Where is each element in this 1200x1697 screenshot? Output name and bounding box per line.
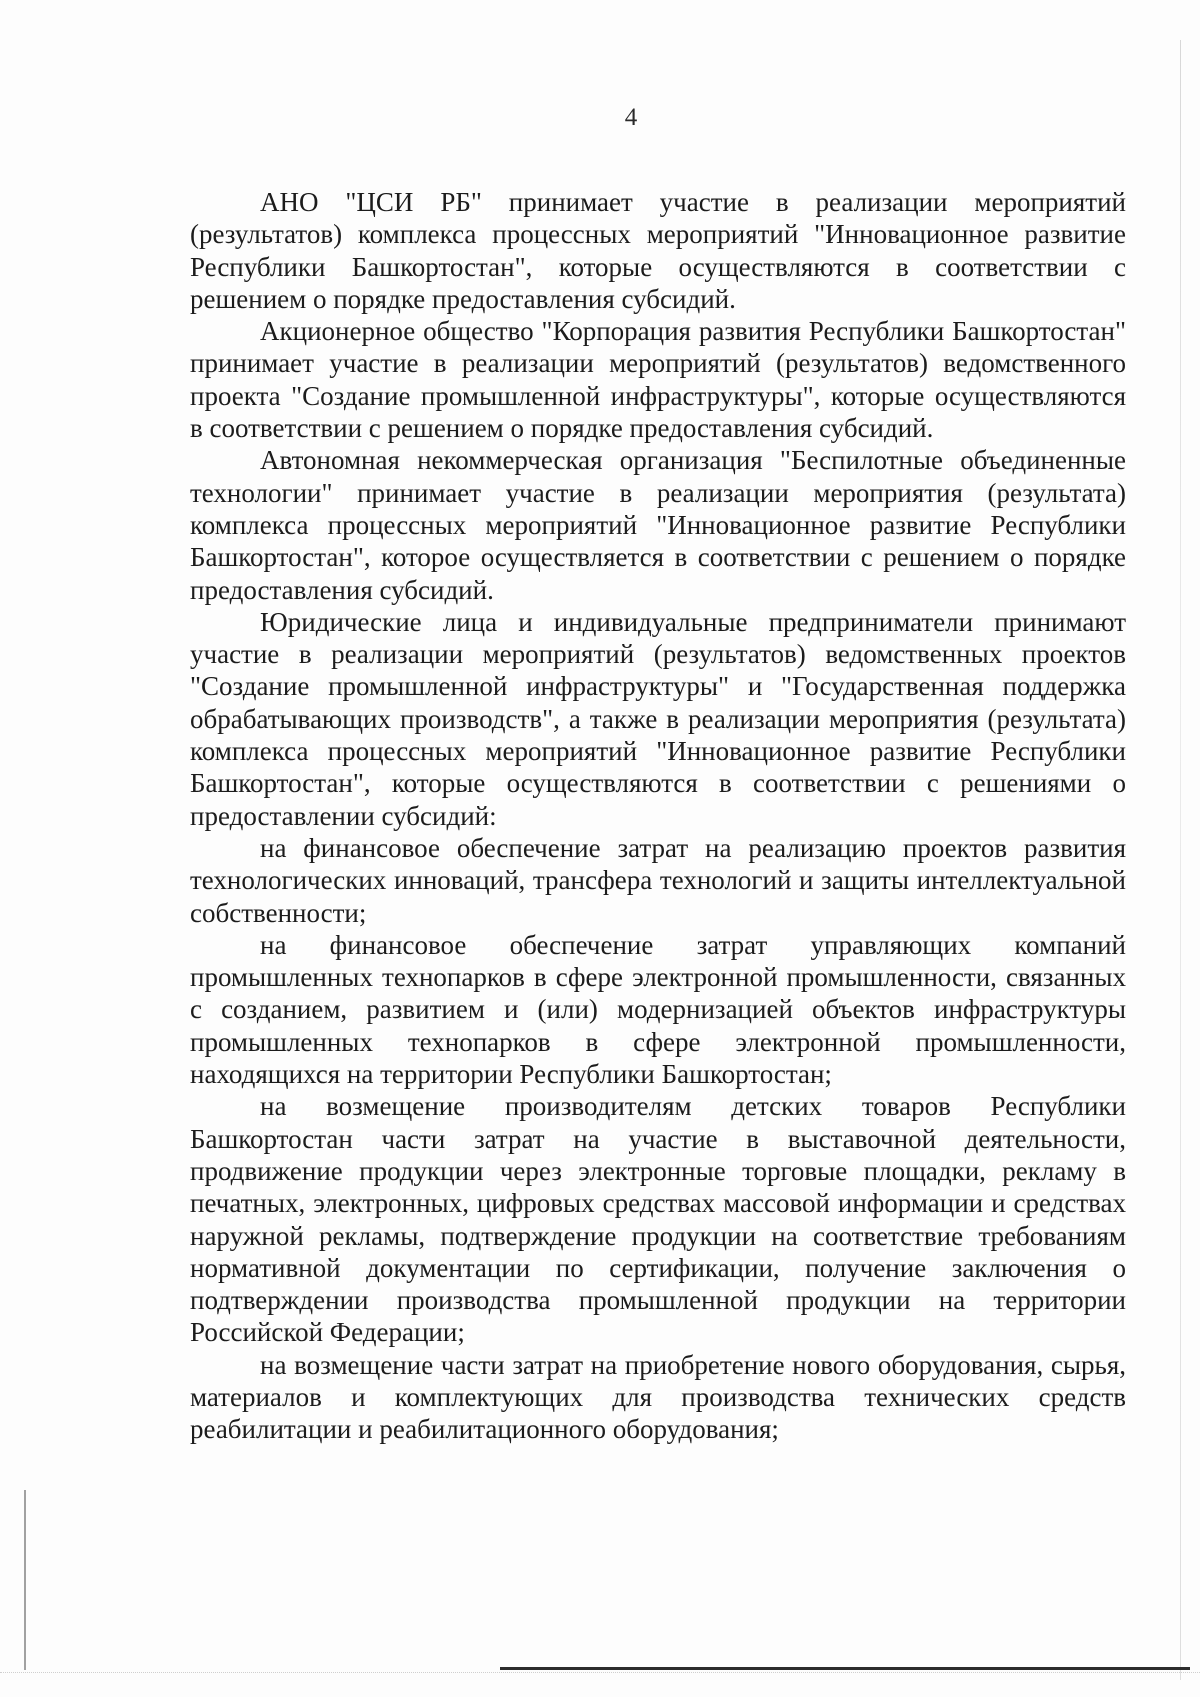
paragraph: Автономная некоммерческая организация "Беспилотные объединенные технологии" принимает участие в реализации мероприятия (результата) комплекса процессных мероприятий "Инновационное развитие Республики Башкортостан", которое осуществляется в соответствии с решением о порядке предоставления субсидий. bbox=[190, 445, 1126, 605]
scan-edge-line-left bbox=[24, 1490, 26, 1670]
page-number: 4 bbox=[624, 104, 638, 131]
paragraph: АНО "ЦСИ РБ" принимает участие в реализации мероприятий (результатов) комплекса процессных мероприятий "Инновационное развитие Республики Башкортостан", которые осуществляются в соответствии с решением о порядке предоставления субсидий. bbox=[190, 187, 1126, 314]
paragraph: на финансовое обеспечение затрат управляющих компаний промышленных технопарков в сфере электронной промышленности, связанных с созданием, развитием и (или) модернизацией объектов инфраструктуры промышленных технопарков в сфере электронной промышленности, находящихся на территории Республики Башкортостан; bbox=[190, 929, 1126, 1090]
paragraph: на возмещение производителям детских товаров Республики Башкортостан части затрат на участие в выставочной деятельности, продвижение продукции через электронные торговые площадки, рекламу в печатных, электронных, цифровых средствах массовой информации и средствах наружной рекламы, подтверждение продукции на соответствие требованиям нормативной документации по сертификации, получение заключения о подтверждении производства промышленной продукции на территории Российской Федерации; bbox=[190, 1091, 1126, 1348]
paragraph: Акционерное общество "Корпорация развития Республики Башкортостан" принимает участие в реализации мероприятий (результатов) ведомственного проекта "Создание промышленной инфраструктуры", которые осуществляются в соответствии с решением о порядке предоставления субсидий. bbox=[190, 316, 1126, 444]
scan-edge-line-right bbox=[1180, 40, 1181, 1680]
paragraph: на финансовое обеспечение затрат на реализацию проектов развития технологических инноваций, трансфера технологий и защиты интеллектуальной собственности; bbox=[190, 832, 1126, 928]
paragraph: на возмещение части затрат на приобретение нового оборудования, сырья, материалов и комплектующих для производства технических средств реабилитации и реабилитационного оборудования; bbox=[190, 1349, 1126, 1445]
scan-edge-line-bottom bbox=[500, 1667, 1190, 1670]
document-body bbox=[190, 186, 1126, 1446]
paragraph: Юридические лица и индивидуальные предприниматели принимают участие в реализации мероприятий (результатов) ведомственных проектов "Создание промышленной инфраструктуры" и "Государственная поддержка обрабатывающих производств", а также в реализации мероприятия (результата) комплекса процессных мероприятий "Инновационное развитие Республики Башкортостан", которые осуществляются в соответствии с решениями о предоставлении субсидий: bbox=[190, 606, 1126, 831]
scan-edge-dots-bottom bbox=[0, 1672, 1200, 1674]
